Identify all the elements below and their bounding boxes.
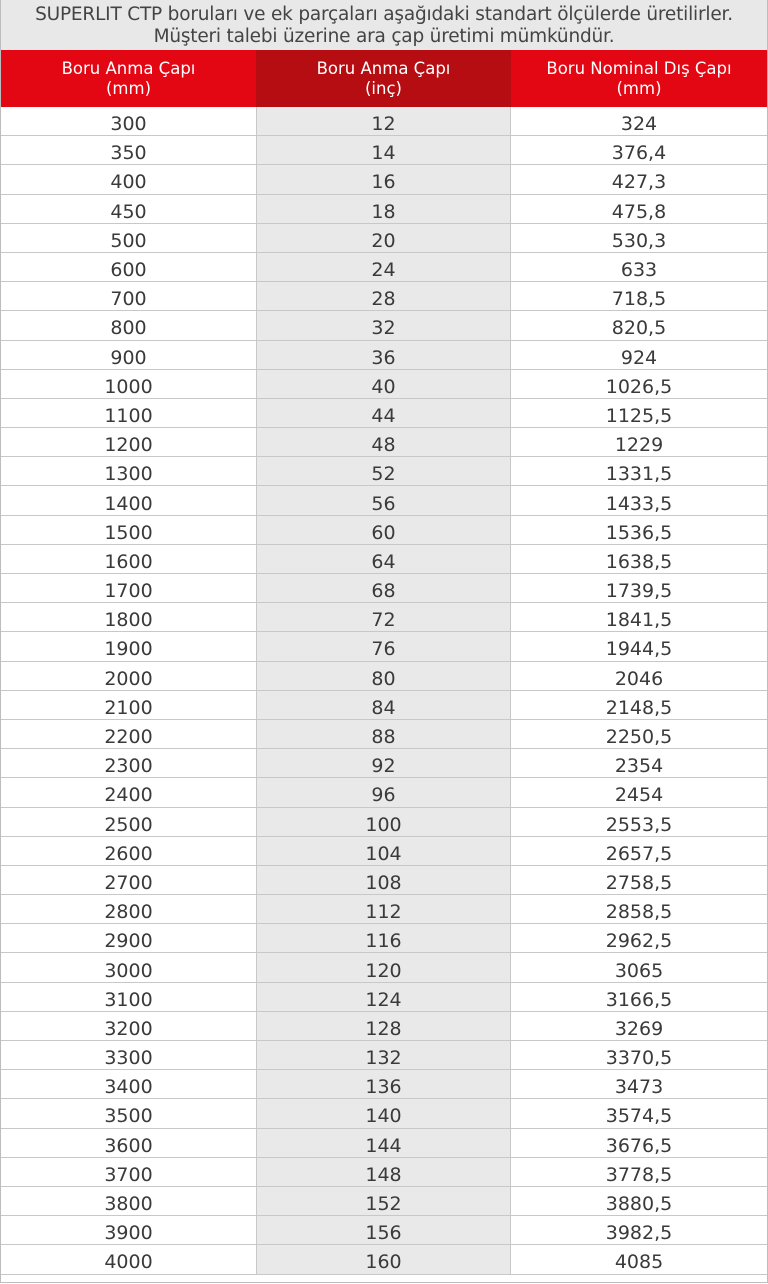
cell-outer-mm: 633	[620, 259, 658, 282]
header-label: Boru Anma Çapı	[316, 58, 451, 78]
cell-nominal-inch: 148	[256, 1158, 511, 1186]
cell-outer-mm: 1433,5	[605, 492, 673, 515]
cell-outer-mm: 3473	[614, 1076, 664, 1099]
table-row	[1, 778, 767, 807]
cell-outer-mm: 1331,5	[605, 463, 673, 486]
cell-outer-mm: 2148,5	[605, 696, 673, 719]
cell-outer-mm: 2553,5	[605, 813, 673, 836]
cell-nominal-mm: 1000	[104, 375, 153, 398]
cell-nominal-mm: 2000	[104, 667, 153, 690]
cell-outer-mm: 3574,5	[605, 1105, 673, 1128]
cell-nominal-mm: 1600	[104, 550, 153, 573]
cell-nominal-inch: 76	[256, 632, 511, 660]
cell-nominal-mm: 2700	[104, 871, 153, 894]
cell-nominal-inch: 24	[256, 253, 511, 281]
cell-nominal-inch: 20	[256, 224, 511, 252]
cell-outer-mm: 2758,5	[605, 871, 673, 894]
cell-nominal-inch: 156	[256, 1216, 511, 1244]
cell-outer-mm: 1229	[614, 434, 664, 457]
cell-nominal-inch: 108	[256, 866, 511, 894]
table-row	[1, 195, 767, 224]
cell-outer-mm: 1536,5	[605, 521, 673, 544]
cell-nominal-mm: 3300	[104, 1047, 153, 1070]
cell-nominal-inch: 84	[256, 691, 511, 719]
cell-nominal-mm: 900	[110, 346, 147, 369]
cell-nominal-inch: 92	[256, 749, 511, 777]
cell-nominal-mm: 1500	[104, 521, 153, 544]
cell-outer-mm: 475,8	[611, 200, 667, 223]
cell-outer-mm: 2858,5	[605, 901, 673, 924]
table-row	[1, 895, 767, 924]
cell-nominal-inch: 60	[256, 516, 511, 544]
header-label: Boru Nominal Dış Çapı	[546, 58, 732, 78]
table-header	[1, 50, 767, 107]
cell-outer-mm: 718,5	[611, 288, 667, 311]
cell-nominal-inch: 160	[256, 1245, 511, 1273]
cell-nominal-mm: 600	[110, 259, 147, 282]
cell-nominal-inch: 128	[256, 1012, 511, 1040]
cell-outer-mm: 2354	[614, 755, 664, 778]
cell-outer-mm: 2657,5	[605, 842, 673, 865]
table-row	[1, 1041, 767, 1070]
cell-nominal-inch: 48	[256, 428, 511, 456]
table-row	[1, 749, 767, 778]
table-row	[1, 808, 767, 837]
cell-nominal-mm: 3200	[104, 1017, 153, 1040]
cell-outer-mm: 1739,5	[605, 580, 673, 603]
cell-outer-mm: 1638,5	[605, 550, 673, 573]
table-row	[1, 282, 767, 311]
cell-outer-mm: 3880,5	[605, 1193, 673, 1216]
table-row	[1, 924, 767, 953]
cell-nominal-inch: 36	[256, 341, 511, 369]
cell-nominal-inch: 18	[256, 195, 511, 223]
cell-nominal-mm: 2300	[104, 755, 153, 778]
cell-outer-mm: 1944,5	[605, 638, 673, 661]
table-row	[1, 165, 767, 194]
cell-outer-mm: 3778,5	[605, 1163, 673, 1186]
cell-nominal-inch: 104	[256, 837, 511, 865]
cell-outer-mm: 2046	[614, 667, 664, 690]
cell-nominal-inch: 64	[256, 545, 511, 573]
table-row	[1, 837, 767, 866]
cell-nominal-mm: 3500	[104, 1105, 153, 1128]
cell-nominal-mm: 2400	[104, 784, 153, 807]
table-row	[1, 574, 767, 603]
cell-nominal-mm: 450	[110, 200, 147, 223]
cell-nominal-inch: 40	[256, 370, 511, 398]
table-row	[1, 399, 767, 428]
cell-nominal-mm: 3900	[104, 1222, 153, 1245]
cell-nominal-inch: 56	[256, 486, 511, 514]
cell-nominal-inch: 120	[256, 953, 511, 981]
cell-outer-mm: 3269	[614, 1017, 664, 1040]
cell-nominal-mm: 1800	[104, 609, 153, 632]
cell-outer-mm: 3166,5	[605, 988, 673, 1011]
caption	[1, 0, 767, 50]
table-row	[1, 1012, 767, 1041]
table-row	[1, 662, 767, 691]
cell-nominal-mm: 1400	[104, 492, 153, 515]
table-row	[1, 311, 767, 340]
table-row	[1, 691, 767, 720]
cell-nominal-mm: 1300	[104, 463, 153, 486]
cell-nominal-mm: 1900	[104, 638, 153, 661]
cell-nominal-inch: 88	[256, 720, 511, 748]
cell-outer-mm: 1125,5	[605, 404, 673, 427]
cell-nominal-mm: 3600	[104, 1134, 153, 1157]
cell-nominal-inch: 124	[256, 983, 511, 1011]
cell-outer-mm: 2454	[614, 784, 664, 807]
header-unit: (mm)	[616, 78, 662, 98]
header-outer-diameter-mm	[511, 50, 767, 107]
cell-nominal-inch: 136	[256, 1070, 511, 1098]
table-row	[1, 341, 767, 370]
table-body	[1, 107, 767, 1275]
cell-nominal-inch: 14	[256, 136, 511, 164]
table-row	[1, 1070, 767, 1099]
header-label: Boru Anma Çapı	[61, 58, 196, 78]
cell-nominal-inch: 72	[256, 603, 511, 631]
table-row	[1, 603, 767, 632]
table-row	[1, 1158, 767, 1187]
cell-nominal-mm: 700	[110, 288, 147, 311]
cell-nominal-inch: 116	[256, 924, 511, 952]
table-row	[1, 632, 767, 661]
cell-outer-mm: 3982,5	[605, 1222, 673, 1245]
cell-nominal-inch: 100	[256, 808, 511, 836]
cell-nominal-mm: 2800	[104, 901, 153, 924]
cell-nominal-inch: 16	[256, 165, 511, 193]
cell-outer-mm: 3370,5	[605, 1047, 673, 1070]
table-row	[1, 428, 767, 457]
cell-nominal-inch: 44	[256, 399, 511, 427]
cell-nominal-mm: 2600	[104, 842, 153, 865]
cell-outer-mm: 376,4	[611, 142, 667, 165]
cell-nominal-mm: 2900	[104, 930, 153, 953]
cell-nominal-inch: 28	[256, 282, 511, 310]
cell-outer-mm: 4085	[614, 1251, 664, 1274]
cell-nominal-mm: 3400	[104, 1076, 153, 1099]
table-row	[1, 953, 767, 982]
cell-nominal-mm: 500	[110, 229, 147, 252]
cell-nominal-mm: 2100	[104, 696, 153, 719]
table-row	[1, 457, 767, 486]
cell-nominal-mm: 400	[110, 171, 147, 194]
cell-outer-mm: 427,3	[611, 171, 667, 194]
cell-nominal-inch: 32	[256, 311, 511, 339]
cell-nominal-mm: 800	[110, 317, 147, 340]
table-row	[1, 486, 767, 515]
table-row	[1, 136, 767, 165]
table-row	[1, 1099, 767, 1128]
cell-outer-mm: 324	[620, 113, 658, 136]
cell-outer-mm: 820,5	[611, 317, 667, 340]
cell-nominal-inch: 52	[256, 457, 511, 485]
cell-nominal-inch: 112	[256, 895, 511, 923]
table-row	[1, 866, 767, 895]
cell-nominal-inch: 80	[256, 662, 511, 690]
header-unit: (inç)	[365, 78, 402, 98]
cell-nominal-mm: 350	[110, 142, 147, 165]
cell-outer-mm: 3065	[614, 959, 664, 982]
cell-nominal-mm: 3800	[104, 1193, 153, 1216]
cell-nominal-inch: 144	[256, 1129, 511, 1157]
cell-nominal-mm: 4000	[104, 1251, 153, 1274]
table-row	[1, 1129, 767, 1158]
cell-outer-mm: 924	[620, 346, 658, 369]
table-row	[1, 720, 767, 749]
table-row	[1, 253, 767, 282]
table-row	[1, 1216, 767, 1245]
cell-outer-mm: 2962,5	[605, 930, 673, 953]
cell-nominal-inch: 132	[256, 1041, 511, 1069]
cell-nominal-mm: 2500	[104, 813, 153, 836]
cell-nominal-inch: 68	[256, 574, 511, 602]
table-row	[1, 545, 767, 574]
cell-nominal-mm: 1700	[104, 580, 153, 603]
cell-nominal-mm: 1200	[104, 434, 153, 457]
table-row	[1, 370, 767, 399]
cell-nominal-mm: 2200	[104, 726, 153, 749]
cell-nominal-mm: 3100	[104, 988, 153, 1011]
table-row	[1, 107, 767, 136]
header-nominal-diameter-mm	[1, 50, 256, 107]
cell-nominal-inch: 12	[256, 107, 511, 135]
cell-outer-mm: 2250,5	[605, 726, 673, 749]
table-row	[1, 516, 767, 545]
cell-outer-mm: 1026,5	[605, 375, 673, 398]
table-row	[1, 1187, 767, 1216]
cell-nominal-mm: 3000	[104, 959, 153, 982]
cell-nominal-mm: 300	[110, 113, 147, 136]
cell-nominal-inch: 140	[256, 1099, 511, 1127]
caption-line-1: SUPERLIT CTP boruları ve ek parçaları aşağıdaki standart ölçülerde üretilirler.	[35, 4, 733, 25]
cell-outer-mm: 1841,5	[605, 609, 673, 632]
cell-outer-mm: 530,3	[611, 229, 667, 252]
cell-nominal-mm: 1100	[104, 404, 153, 427]
cell-outer-mm: 3676,5	[605, 1134, 673, 1157]
cell-nominal-mm: 3700	[104, 1163, 153, 1186]
header-nominal-diameter-inch	[256, 50, 511, 107]
cell-nominal-inch: 152	[256, 1187, 511, 1215]
cell-nominal-inch: 96	[256, 778, 511, 806]
header-unit: (mm)	[105, 78, 152, 98]
table-row	[1, 224, 767, 253]
caption-line-2: Müşteri talebi üzerine ara çap üretimi mümkündür.	[153, 26, 615, 47]
table-row	[1, 983, 767, 1012]
table-row	[1, 1245, 767, 1274]
